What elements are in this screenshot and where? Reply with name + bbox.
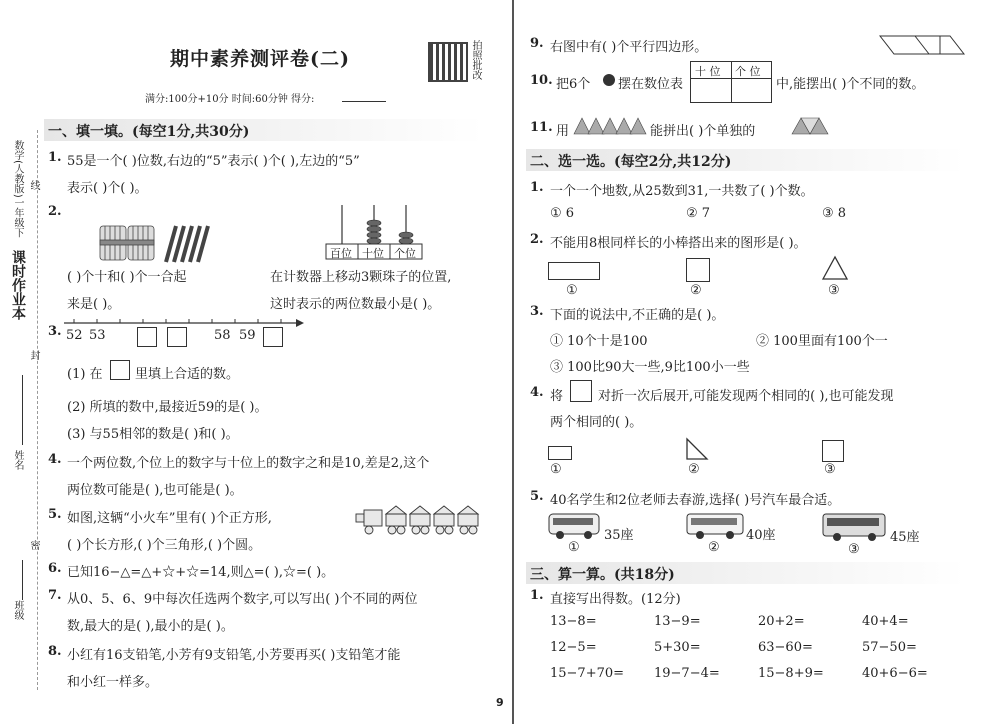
- calc-cell-r3c3[interactable]: 15−8+9=: [758, 666, 824, 681]
- c2-triangle-figure: [822, 256, 848, 280]
- section3-title: 三、算一算。(共18分): [530, 567, 675, 583]
- q1-number: 1.: [48, 150, 62, 165]
- q10-tail: 中,能摆出( )个不同的数。: [776, 77, 925, 92]
- q3-sub3: (3) 与55相邻的数是( )和( )。: [67, 427, 239, 442]
- answer-box-1[interactable]: [137, 327, 157, 347]
- c4-square-figure-3: [822, 440, 844, 462]
- q5-line1: 如图,这辆“小火车”里有( )个正方形,: [67, 511, 272, 526]
- c3-number: 3.: [530, 304, 544, 319]
- tick-59: 59: [239, 328, 256, 343]
- bus-option-1[interactable]: ①: [568, 540, 580, 555]
- bus-image-2: [686, 512, 746, 540]
- calc-cell-r3c4[interactable]: 40+6−6=: [862, 666, 928, 681]
- page-title: 期中素养测评卷(二): [170, 48, 350, 70]
- bus-seats-2: 40座: [746, 528, 776, 543]
- q10-pre: 把6个: [556, 77, 591, 92]
- parallelogram-figure: [880, 34, 964, 56]
- calc-cell-r2c1[interactable]: 12−5=: [550, 640, 597, 655]
- calc-cell-r2c2[interactable]: 5+30=: [654, 640, 701, 655]
- section1-title: 一、填一填。(每空1分,共30分): [48, 124, 250, 140]
- calc-number: 1.: [530, 588, 544, 603]
- c3-option-3[interactable]: ③ 100比90大一些,9比100小一些: [550, 360, 750, 375]
- q10-post: 摆在数位表: [618, 77, 684, 92]
- answer-box-2[interactable]: [167, 327, 187, 347]
- c3-line: 下面的说法中,不正确的是( )。: [550, 308, 725, 323]
- q1-line2: 表示( )个( )。: [67, 181, 148, 196]
- margin-seal2: 密: [28, 540, 39, 550]
- c4-number: 4.: [530, 385, 544, 400]
- q4-number: 4.: [48, 452, 62, 467]
- q7-number: 7.: [48, 588, 62, 603]
- c4-square-figure: [570, 380, 592, 402]
- c4-post: 对折一次后展开,可能发现两个相同的( ),也可能发现: [598, 389, 894, 404]
- c3-option-2[interactable]: ② 100里面有100个一: [756, 334, 888, 349]
- q11-pre: 用: [556, 124, 570, 139]
- c4-rectangle-figure: [548, 446, 572, 460]
- section2-title: 二、选一选。(每空2分,共12分): [530, 154, 732, 170]
- page-divider: [512, 0, 514, 724]
- combined-triangle-image: [792, 114, 828, 136]
- c4-option-1[interactable]: ①: [550, 462, 562, 477]
- c5-line: 40名学生和2位老师去春游,选择( )号汽车最合适。: [550, 493, 841, 508]
- q7-line2: 数,最大的是( ),最小的是( )。: [67, 619, 234, 634]
- toy-train-image: [356, 504, 486, 538]
- q8-line2: 和小红一样多。: [67, 675, 159, 690]
- calc-cell-r3c1[interactable]: 15−7+70=: [550, 666, 625, 681]
- tick-58: 58: [214, 328, 231, 343]
- bead-icon: [603, 74, 615, 86]
- calc-cell-r1c4[interactable]: 40+4=: [862, 614, 909, 629]
- place-value-table: [690, 61, 772, 103]
- q9-line: 右图中有( )个平行四边形。: [550, 40, 708, 55]
- c2-rectangle-figure: [548, 262, 600, 280]
- q11-number: 11.: [530, 120, 553, 135]
- q2-right-line1: 在计数器上移动3颗珠子的位置,: [270, 270, 452, 285]
- q3-number: 3.: [48, 324, 62, 339]
- margin-book-title: 课时作业本: [10, 250, 26, 320]
- calc-cell-r1c2[interactable]: 13−9=: [654, 614, 701, 629]
- score-meta: 满分:100分+10分 时间:60分钟 得分:: [145, 94, 315, 105]
- qr-caption: 拍照批改: [470, 40, 481, 80]
- qr-code: [428, 42, 468, 82]
- margin-class-label: 班级: [12, 600, 23, 620]
- q4-line2: 两位数可能是( ),也可能是( )。: [67, 483, 243, 498]
- q2-left-line2: 来是( )。: [67, 297, 121, 312]
- abacus-label-hundreds: 百位: [330, 247, 352, 260]
- bus-image-1: [548, 512, 602, 540]
- c5-number: 5.: [530, 489, 544, 504]
- margin-seal: 封: [28, 350, 39, 360]
- calc-cell-r1c3[interactable]: 20+2=: [758, 614, 805, 629]
- c1-number: 1.: [530, 180, 544, 195]
- score-blank: [342, 101, 386, 102]
- tick-53: 53: [89, 328, 106, 343]
- c2-option-1[interactable]: ①: [566, 283, 578, 298]
- c2-line: 不能用8根同样长的小棒搭出来的图形是( )。: [550, 236, 807, 251]
- q11-mid: 能拼出( )个单独的: [650, 124, 756, 139]
- c2-square-figure: [686, 258, 710, 282]
- q3-sub1-box: [110, 360, 130, 380]
- q5-line2: ( )个长方形,( )个三角形,( )个圆。: [67, 538, 262, 553]
- page-number: 9: [496, 696, 504, 709]
- q8-line1: 小红有16支铅笔,小芳有9支铅笔,小芳要再买( )支铅笔才能: [67, 648, 401, 663]
- c1-option-2[interactable]: ② 7: [686, 206, 711, 221]
- margin-name-label: 姓名: [12, 450, 23, 470]
- c4-right-triangle-figure: [686, 438, 708, 460]
- c4-line2: 两个相同的( )。: [550, 415, 643, 430]
- bus-seats-1: 35座: [604, 528, 634, 543]
- calc-cell-r3c2[interactable]: 19−7−4=: [654, 666, 720, 681]
- c1-option-1[interactable]: ① 6: [550, 206, 575, 221]
- margin-name-line: [22, 375, 23, 445]
- bus-seats-3: 45座: [890, 530, 920, 545]
- q8-number: 8.: [48, 644, 62, 659]
- margin-subject: 数学(人教版)一年级下: [12, 140, 23, 238]
- c2-option-2[interactable]: ②: [690, 283, 702, 298]
- triangles-image: [574, 114, 646, 136]
- table-label-ones: 个 位: [735, 65, 761, 78]
- c2-number: 2.: [530, 232, 544, 247]
- q2-number: 2.: [48, 204, 62, 219]
- q6-number: 6.: [48, 561, 62, 576]
- q3-sub2: (2) 所填的数中,最接近59的是( )。: [67, 400, 268, 415]
- cut-line: [37, 130, 38, 690]
- q2-left-line1: ( )个十和( )个一合起: [67, 270, 187, 285]
- bus-option-2[interactable]: ②: [708, 540, 720, 555]
- q3-sub1: (1) 在: [67, 367, 103, 382]
- bus-option-3[interactable]: ③: [848, 542, 860, 557]
- q10-number: 10.: [530, 73, 553, 88]
- abacus-label-ones: 个位: [394, 247, 416, 260]
- c4-option-3[interactable]: ③: [824, 462, 836, 477]
- q3-sub1-tail: 里填上合适的数。: [135, 367, 240, 382]
- calc-cell-r1c1[interactable]: 13−8=: [550, 614, 597, 629]
- tick-52: 52: [66, 328, 83, 343]
- q9-number: 9.: [530, 36, 544, 51]
- q1-line1: 55是一个( )位数,右边的“5”表示( )个( ),左边的“5”: [67, 154, 360, 169]
- q5-number: 5.: [48, 507, 62, 522]
- c1-option-3[interactable]: ③ 8: [822, 206, 847, 221]
- stick-bundles-image: [100, 222, 210, 264]
- margin-class-line: [22, 560, 23, 600]
- calc-cell-r2c3[interactable]: 63−60=: [758, 640, 813, 655]
- calc-cell-r2c4[interactable]: 57−50=: [862, 640, 917, 655]
- abacus-label-tens: 十位: [362, 247, 384, 260]
- answer-box-3[interactable]: [263, 327, 283, 347]
- q7-line1: 从0、5、6、9中每次任选两个数字,可以写出( )个不同的两位: [67, 592, 418, 607]
- calc-title: 直接写出得数。(12分): [550, 592, 681, 607]
- margin-cut-line: 线: [28, 180, 39, 190]
- c4-pre: 将: [550, 389, 564, 404]
- table-label-tens: 十 位: [695, 65, 721, 78]
- c4-option-2[interactable]: ②: [688, 462, 700, 477]
- c2-option-3[interactable]: ③: [828, 283, 840, 298]
- q6-line: 已知16−△=△+☆+☆=14,则△=( ),☆=( )。: [67, 565, 335, 580]
- q4-line1: 一个两位数,个位上的数字与十位上的数字之和是10,差是2,这个: [67, 456, 430, 471]
- c3-option-1[interactable]: ① 10个十是100: [550, 334, 648, 349]
- c1-line: 一个一个地数,从25数到31,一共数了( )个数。: [550, 184, 814, 199]
- bus-image-3: [822, 512, 888, 542]
- q2-right-line2: 这时表示的两位数最小是( )。: [270, 297, 441, 312]
